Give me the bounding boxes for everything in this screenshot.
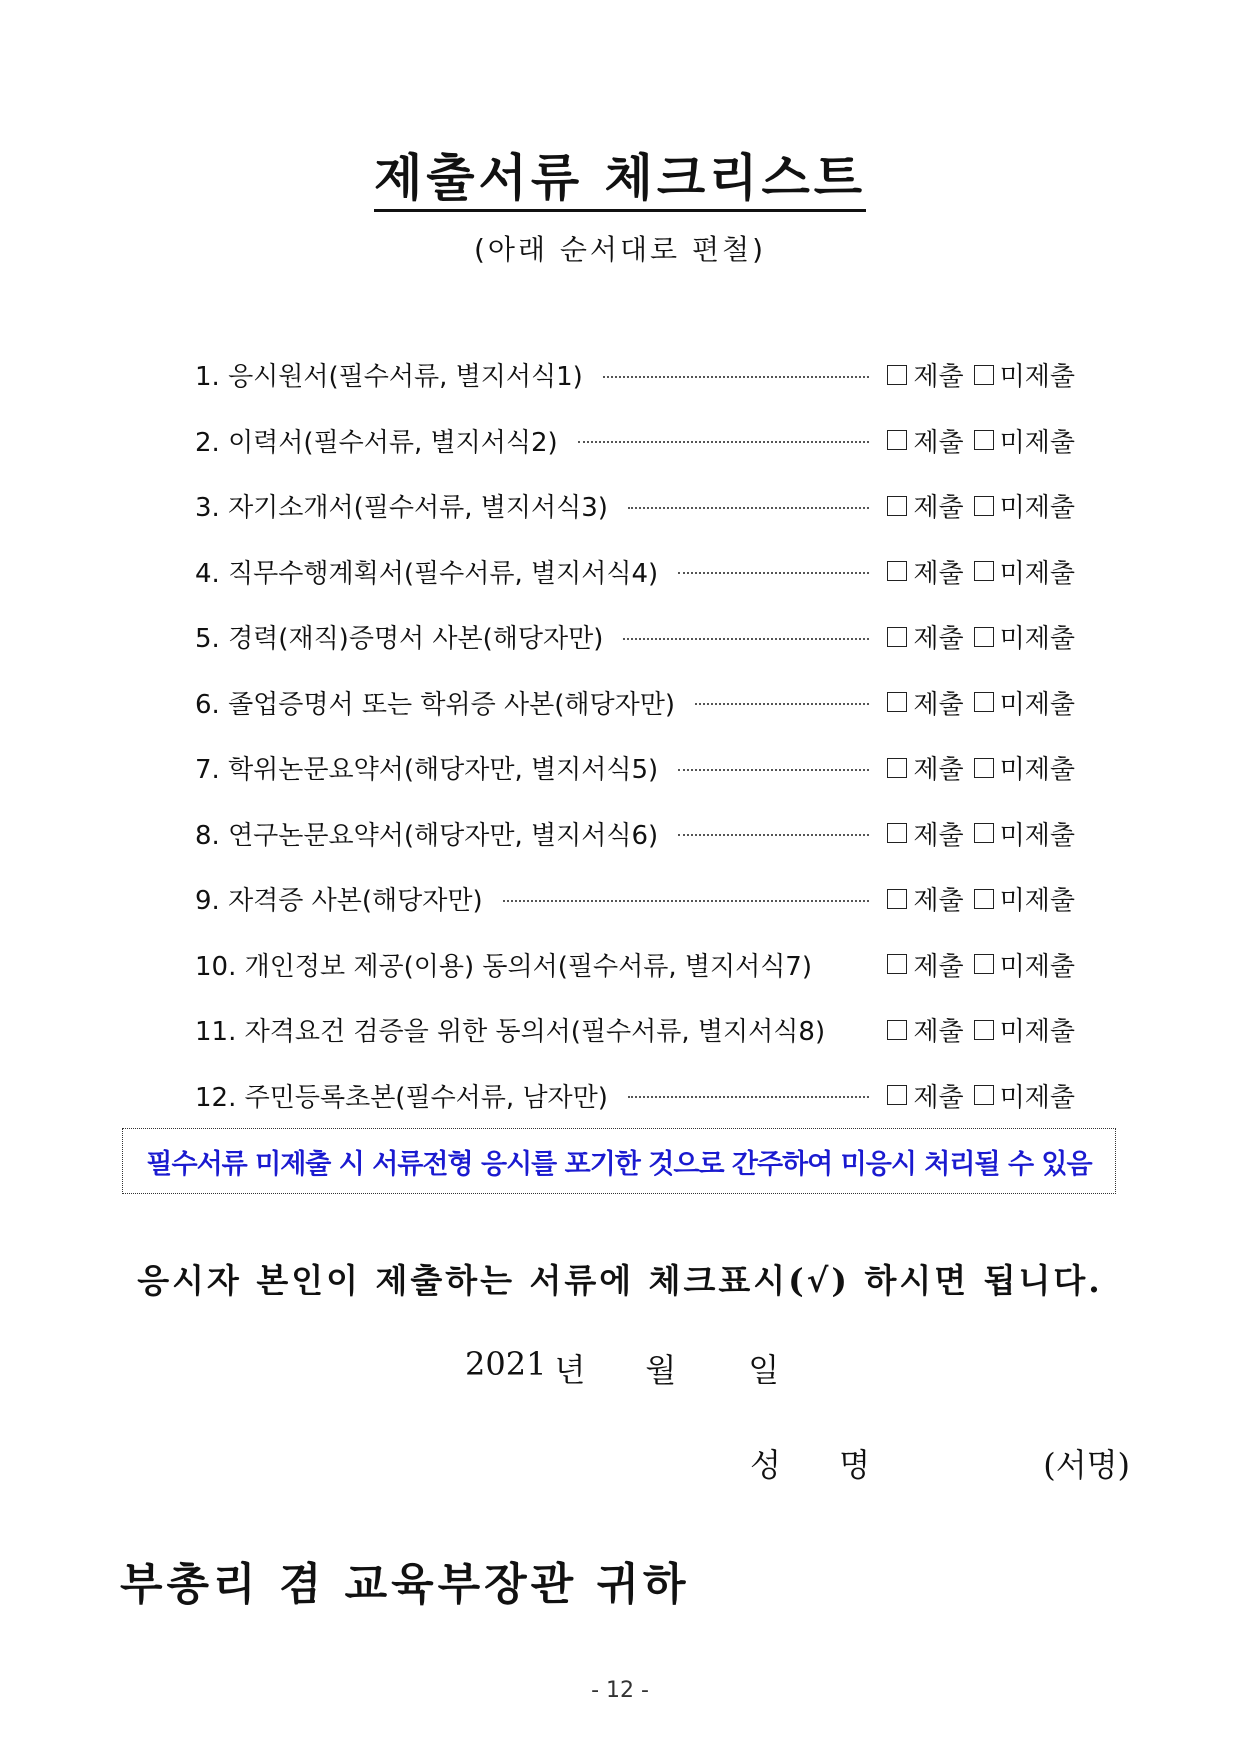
submission-options bbox=[887, 684, 1075, 721]
not-submit-checkbox[interactable] bbox=[974, 627, 994, 647]
submit-checkbox[interactable] bbox=[887, 430, 907, 450]
date-year-unit: 년 bbox=[554, 1351, 586, 1389]
not-submit-option[interactable] bbox=[974, 749, 1075, 786]
dot-leader bbox=[503, 900, 870, 902]
not-submit-checkbox[interactable] bbox=[974, 758, 994, 778]
submission-options bbox=[887, 487, 1075, 524]
submit-label: 제출 bbox=[913, 558, 964, 589]
submission-options bbox=[887, 946, 1075, 983]
not-submit-option[interactable] bbox=[974, 356, 1075, 393]
submit-label: 제출 bbox=[913, 755, 964, 786]
checklist-row bbox=[195, 408, 1075, 474]
not-submit-label: 미제출 bbox=[999, 886, 1075, 917]
document-title: 제출서류 체크리스트 bbox=[0, 138, 1240, 210]
not-submit-label: 미제출 bbox=[999, 1082, 1075, 1113]
not-submit-label: 미제출 bbox=[999, 558, 1075, 589]
submit-option[interactable] bbox=[887, 618, 963, 655]
not-submit-label: 미제출 bbox=[999, 1017, 1075, 1048]
checklist-item-label: 12. 주민등록초본(필수서류, 남자만) bbox=[195, 1082, 608, 1113]
not-submit-label: 미제출 bbox=[999, 427, 1075, 458]
dot-leader bbox=[603, 376, 870, 378]
submit-option[interactable] bbox=[887, 1011, 963, 1048]
not-submit-label: 미제출 bbox=[999, 689, 1075, 720]
submission-options bbox=[887, 880, 1075, 917]
submit-label: 제출 bbox=[913, 689, 964, 720]
submit-option[interactable] bbox=[887, 1077, 963, 1114]
checklist-row bbox=[195, 932, 1075, 998]
submit-label: 제출 bbox=[913, 1082, 964, 1113]
document-checklist bbox=[195, 342, 1075, 1128]
checklist-row bbox=[195, 604, 1075, 670]
not-submit-checkbox[interactable] bbox=[974, 889, 994, 909]
checklist-item-label: 2. 이력서(필수서류, 별지서식2) bbox=[195, 427, 558, 458]
signature-mark: (서명) bbox=[1043, 1446, 1130, 1484]
checklist-item-label: 3. 자기소개서(필수서류, 별지서식3) bbox=[195, 493, 608, 524]
checklist-row bbox=[195, 866, 1075, 932]
submit-checkbox[interactable] bbox=[887, 365, 907, 385]
submission-options bbox=[887, 553, 1075, 590]
checklist-row bbox=[195, 801, 1075, 867]
required-documents-notice: 필수서류 미제출 시 서류전형 응시를 포기한 것으로 간주하여 미응시 처리될 수 있음 bbox=[122, 1128, 1116, 1194]
submit-checkbox[interactable] bbox=[887, 889, 907, 909]
dot-leader bbox=[623, 638, 869, 640]
submit-checkbox[interactable] bbox=[887, 954, 907, 974]
submit-label: 제출 bbox=[913, 493, 964, 524]
date-line bbox=[465, 1345, 779, 1391]
checklist-row bbox=[195, 539, 1075, 605]
not-submit-label: 미제출 bbox=[999, 820, 1075, 851]
dot-leader bbox=[678, 834, 869, 836]
submit-checkbox[interactable] bbox=[887, 1020, 907, 1040]
date-day-unit: 일 bbox=[748, 1351, 780, 1389]
not-submit-option[interactable] bbox=[974, 1011, 1075, 1048]
submit-option[interactable] bbox=[887, 487, 963, 524]
submit-label: 제출 bbox=[913, 362, 964, 393]
not-submit-option[interactable] bbox=[974, 618, 1075, 655]
not-submit-option[interactable] bbox=[974, 815, 1075, 852]
submit-option[interactable] bbox=[887, 356, 963, 393]
dot-leader bbox=[695, 703, 869, 705]
page-number: - 12 - bbox=[591, 1678, 649, 1703]
submit-option[interactable] bbox=[887, 880, 963, 917]
submit-checkbox[interactable] bbox=[887, 758, 907, 778]
checklist-row bbox=[195, 997, 1075, 1063]
checklist-item-label: 9. 자격증 사본(해당자만) bbox=[195, 886, 483, 917]
not-submit-checkbox[interactable] bbox=[974, 1085, 994, 1105]
submit-label: 제출 bbox=[913, 427, 964, 458]
submit-label: 제출 bbox=[913, 886, 964, 917]
not-submit-option[interactable] bbox=[974, 946, 1075, 983]
dot-leader bbox=[678, 769, 869, 771]
checklist-row bbox=[195, 342, 1075, 408]
submit-checkbox[interactable] bbox=[887, 1085, 907, 1105]
submit-checkbox[interactable] bbox=[887, 627, 907, 647]
checklist-item-label: 4. 직무수행계획서(필수서류, 별지서식4) bbox=[195, 558, 659, 589]
submission-options bbox=[887, 618, 1075, 655]
checklist-row bbox=[195, 670, 1075, 736]
checklist-row bbox=[195, 735, 1075, 801]
not-submit-label: 미제출 bbox=[999, 362, 1075, 393]
checklist-item-label: 8. 연구논문요약서(해당자만, 별지서식6) bbox=[195, 820, 659, 851]
checklist-item-label: 5. 경력(재직)증명서 사본(해당자만) bbox=[195, 624, 604, 655]
submit-label: 제출 bbox=[913, 624, 964, 655]
submission-options bbox=[887, 422, 1075, 459]
submit-option[interactable] bbox=[887, 946, 963, 983]
not-submit-checkbox[interactable] bbox=[974, 954, 994, 974]
date-year: 2021 bbox=[465, 1345, 547, 1383]
not-submit-label: 미제출 bbox=[999, 755, 1075, 786]
submit-option[interactable] bbox=[887, 422, 963, 459]
not-submit-label: 미제출 bbox=[999, 624, 1075, 655]
not-submit-checkbox[interactable] bbox=[974, 692, 994, 712]
addressee: 부총리 겸 교육부장관 귀하 bbox=[120, 1559, 690, 1610]
submission-options bbox=[887, 815, 1075, 852]
not-submit-checkbox[interactable] bbox=[974, 823, 994, 843]
document-subtitle: (아래 순서대로 편철) bbox=[473, 233, 767, 266]
date-month-unit: 월 bbox=[645, 1351, 677, 1389]
submission-options bbox=[887, 1011, 1075, 1048]
checklist-item-label: 10. 개인정보 제공(이용) 동의서(필수서류, 별지서식7) bbox=[195, 951, 812, 982]
not-submit-option[interactable] bbox=[974, 487, 1075, 524]
checklist-item-label: 11. 자격요건 검증을 위한 동의서(필수서류, 별지서식8) bbox=[195, 1017, 826, 1048]
submission-options bbox=[887, 1077, 1075, 1114]
submit-option[interactable] bbox=[887, 815, 963, 852]
not-submit-checkbox[interactable] bbox=[974, 561, 994, 581]
submission-options bbox=[887, 749, 1075, 786]
submit-option[interactable] bbox=[887, 553, 963, 590]
submission-options bbox=[887, 356, 1075, 393]
dot-leader bbox=[628, 1096, 869, 1098]
not-submit-option[interactable] bbox=[974, 422, 1075, 459]
submit-checkbox[interactable] bbox=[887, 692, 907, 712]
submit-option[interactable] bbox=[887, 749, 963, 786]
checklist-row bbox=[195, 1063, 1075, 1129]
dot-leader bbox=[678, 572, 869, 574]
not-submit-option[interactable] bbox=[974, 553, 1075, 590]
not-submit-label: 미제출 bbox=[999, 951, 1075, 982]
not-submit-option[interactable] bbox=[974, 1077, 1075, 1114]
checklist-item-label: 7. 학위논문요약서(해당자만, 별지서식5) bbox=[195, 755, 659, 786]
submit-label: 제출 bbox=[913, 951, 964, 982]
not-submit-label: 미제출 bbox=[999, 493, 1075, 524]
dot-leader bbox=[578, 441, 870, 443]
not-submit-checkbox[interactable] bbox=[974, 365, 994, 385]
submit-option[interactable] bbox=[887, 684, 963, 721]
not-submit-option[interactable] bbox=[974, 880, 1075, 917]
signature-name-label: 성 명 bbox=[750, 1446, 894, 1484]
submit-checkbox[interactable] bbox=[887, 496, 907, 516]
submit-checkbox[interactable] bbox=[887, 823, 907, 843]
dot-leader bbox=[628, 507, 869, 509]
submit-label: 제출 bbox=[913, 820, 964, 851]
not-submit-checkbox[interactable] bbox=[974, 496, 994, 516]
check-instruction: 응시자 본인이 제출하는 서류에 체크표시(√) 하시면 됩니다. bbox=[137, 1261, 1103, 1300]
checklist-row bbox=[195, 473, 1075, 539]
checklist-item-label: 1. 응시원서(필수서류, 별지서식1) bbox=[195, 362, 583, 393]
submit-checkbox[interactable] bbox=[887, 561, 907, 581]
not-submit-checkbox[interactable] bbox=[974, 430, 994, 450]
not-submit-option[interactable] bbox=[974, 684, 1075, 721]
checklist-item-label: 6. 졸업증명서 또는 학위증 사본(해당자만) bbox=[195, 689, 676, 720]
not-submit-checkbox[interactable] bbox=[974, 1020, 994, 1040]
submit-label: 제출 bbox=[913, 1017, 964, 1048]
